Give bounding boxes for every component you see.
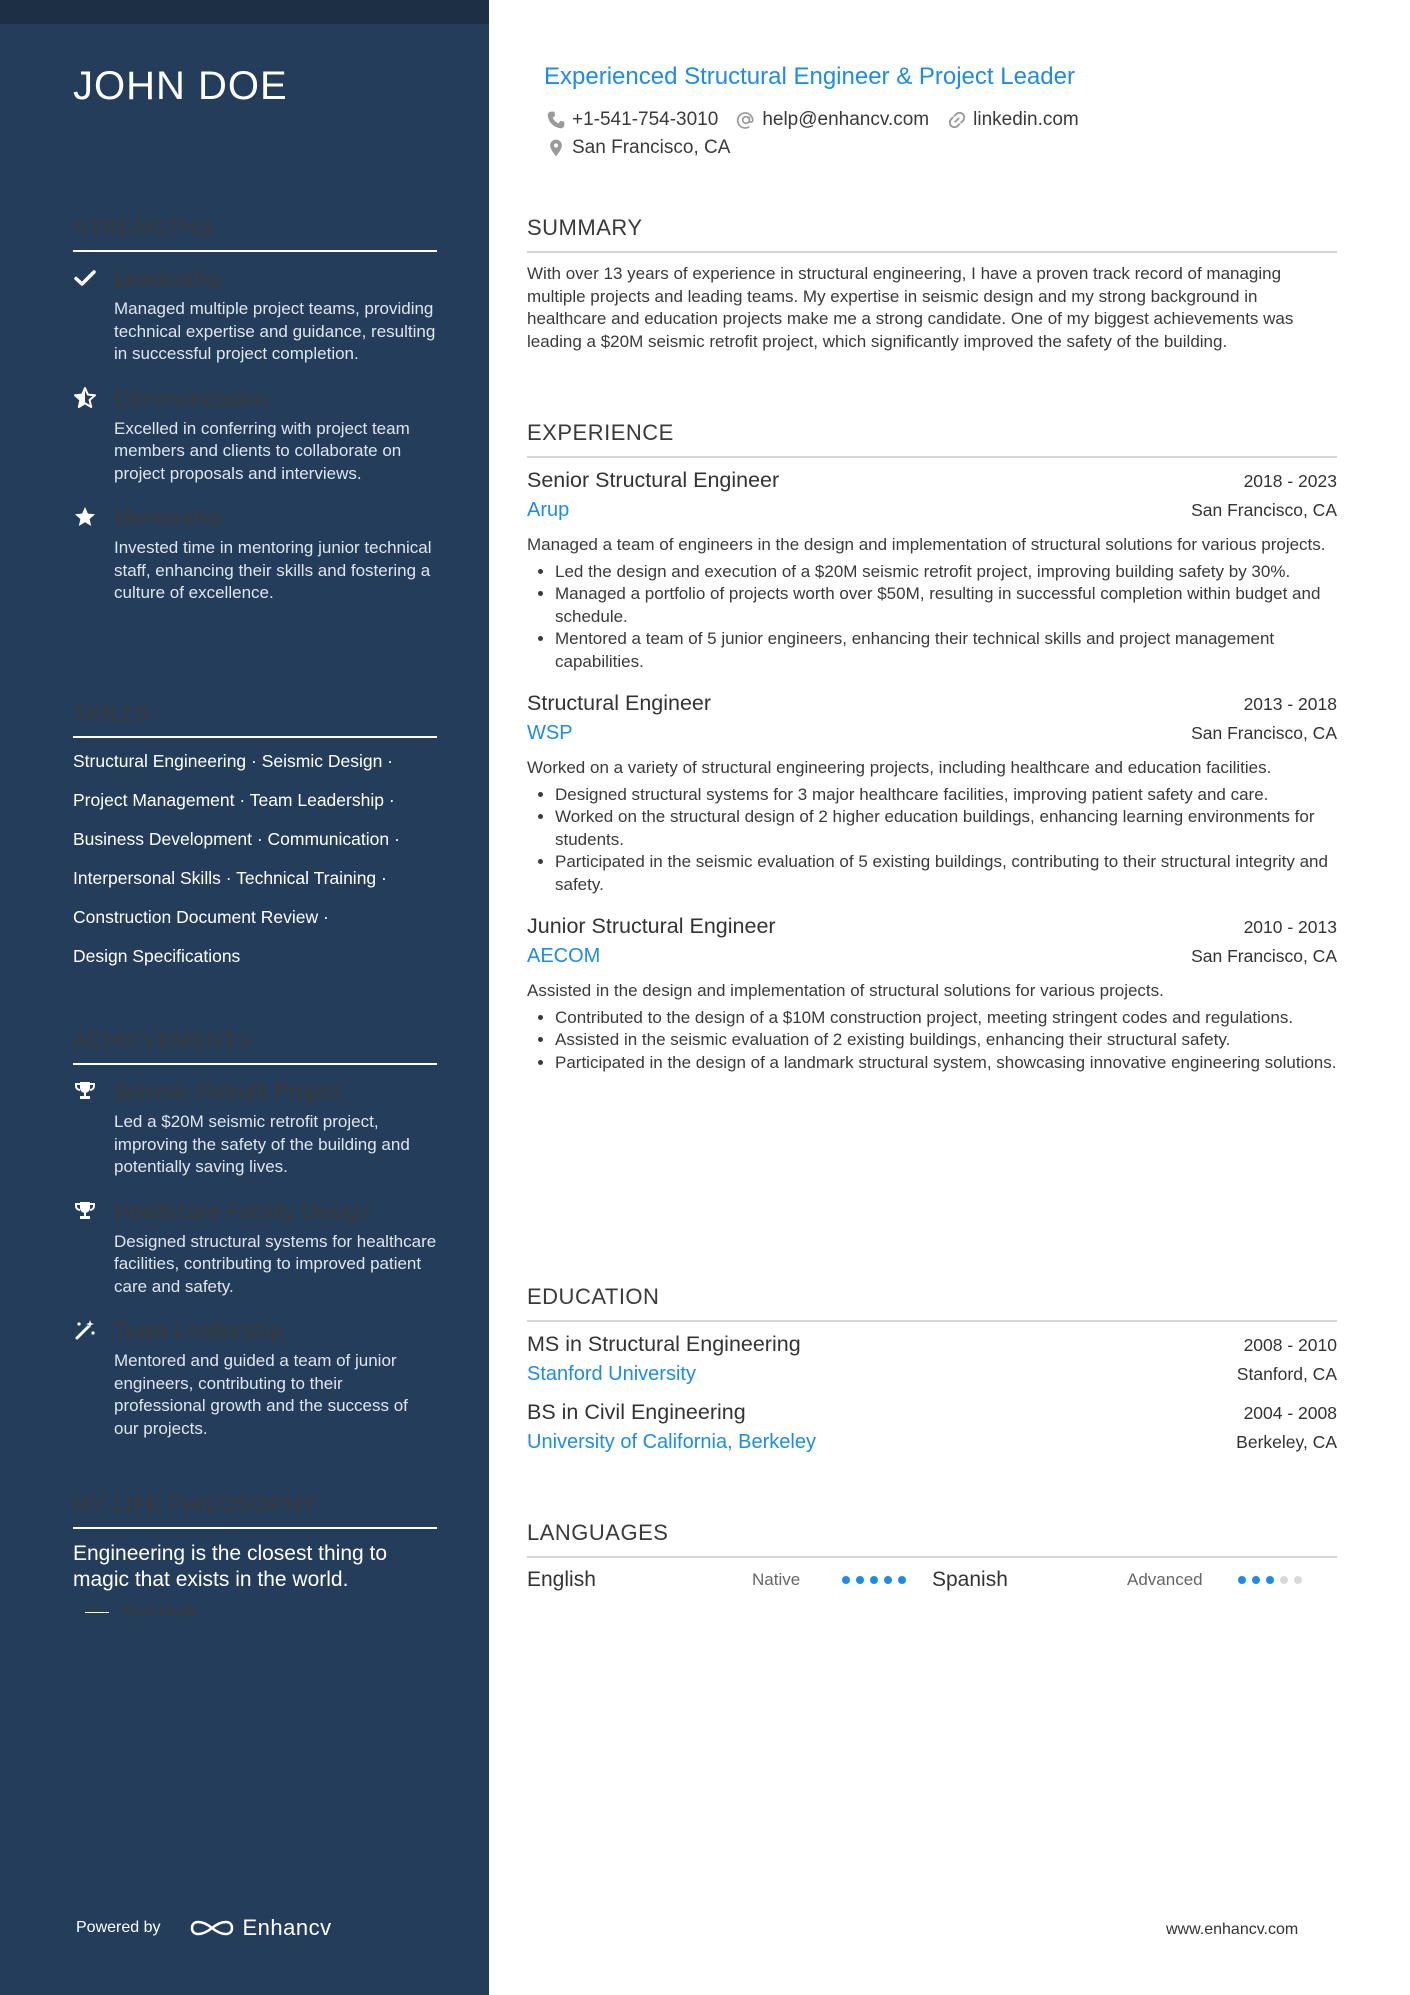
summary-text: With over 13 years of experience in structural engineering, I have a proven track record of managing multiple projects and leading teams. My expertise in seismic design and my strong background in healthcare and education projects make me a strong candidate. One of my biggest achievements was leading a $20M seismic retrofit project, which significantly improved the safety of the building. xyxy=(527,264,1294,351)
skill-line: Business Development · Communication · xyxy=(73,829,400,849)
skill-line: Construction Document Review · xyxy=(73,907,329,927)
strength-item xyxy=(73,384,437,486)
job-location: San Francisco, CA xyxy=(1191,723,1337,743)
strength-desc: Excelled in conferring with project team members and clients to collaborate on project proposals and interviews. xyxy=(114,418,410,483)
job-company: AECOM xyxy=(527,945,601,967)
achievements-title: ACHIEVEMENTS xyxy=(73,1028,437,1065)
job-bullet: • Participated in the seismic evaluation of 5 existing buildings, contributing to their structural integrity and safety. xyxy=(555,851,1337,896)
proficiency-dot-filled xyxy=(1266,1576,1274,1584)
strength-title: Mentorship xyxy=(114,505,223,530)
proficiency-dot-filled xyxy=(884,1576,892,1584)
job-subheader xyxy=(527,722,1337,745)
language-item xyxy=(527,1568,932,1592)
enhancv-logo-icon xyxy=(189,1916,235,1940)
education-entry xyxy=(527,1400,1337,1454)
achievement-desc: Designed structural systems for healthcare facilities, contributing to improved patient care and safety. xyxy=(114,1231,437,1296)
language-dots xyxy=(842,1576,906,1584)
proficiency-dot-filled xyxy=(1252,1576,1260,1584)
contact-row-1 xyxy=(546,109,1097,131)
job-entry xyxy=(527,691,1337,896)
contact-phone[interactable] xyxy=(546,109,718,131)
link-icon xyxy=(947,110,967,130)
powered-by-label: Powered by xyxy=(76,1919,161,1936)
job-bullet: • Worked on the structural design of 2 higher education buildings, enhancing learning environments for students. xyxy=(555,806,1337,851)
job-description: Managed a team of engineers in the design and implementation of structural solutions for various projects. xyxy=(527,535,1326,554)
summary-section xyxy=(527,215,1337,353)
job-header xyxy=(527,914,1337,939)
check-icon xyxy=(73,266,97,290)
job-dates: 2010 - 2013 xyxy=(1243,917,1337,937)
achievements-section xyxy=(73,1028,437,1458)
contact-row-2 xyxy=(546,137,748,159)
job-description: Assisted in the design and implementation of structural solutions for various projects. xyxy=(527,981,1164,1000)
job-role: Senior Structural Engineer xyxy=(527,468,780,492)
language-name: English xyxy=(527,1568,596,1591)
education-header xyxy=(527,1332,1337,1357)
trophy-icon xyxy=(73,1079,97,1103)
achievement-desc: Led a $20M seismic retrofit project, improving the safety of the building and potentially saving lives. xyxy=(114,1112,410,1176)
job-dates: 2013 - 2018 xyxy=(1243,694,1337,714)
job-description: Worked on a variety of structural engineering projects, including healthcare and education facilities. xyxy=(527,758,1272,777)
skill-line: Interpersonal Skills · Technical Training · xyxy=(73,868,387,888)
location-pin-icon xyxy=(546,138,566,158)
skills-section xyxy=(73,701,437,976)
job-company: Arup xyxy=(527,499,570,521)
job-bullets xyxy=(527,784,1337,897)
at-icon xyxy=(736,110,756,130)
education-subheader xyxy=(527,1363,1337,1386)
philosophy-title: MY LIFE PHILOSOPHY xyxy=(73,1492,437,1529)
language-level: Advanced xyxy=(1127,1570,1203,1589)
job-bullet: • Mentored a team of 5 junior engineers, enhancing their technical skills and project management capabilities. xyxy=(555,628,1337,673)
half-star-icon xyxy=(73,386,97,410)
achievement-title: Team Leadership xyxy=(114,1318,283,1343)
achievement-title: Healthcare Facility Design xyxy=(114,1198,370,1224)
enhancv-brand-name: Enhancv xyxy=(242,1915,332,1940)
contact-location xyxy=(546,137,730,159)
job-role: Structural Engineer xyxy=(527,691,712,715)
strength-title: Communication xyxy=(114,385,267,411)
proficiency-dot-filled xyxy=(870,1576,878,1584)
job-location: San Francisco, CA xyxy=(1191,946,1337,966)
language-name: Spanish xyxy=(932,1568,1008,1591)
job-subheader xyxy=(527,499,1337,522)
job-bullet: • Led the design and execution of a $20M seismic retrofit project, improving building safety by 30%. xyxy=(555,561,1337,584)
job-bullets xyxy=(527,561,1337,674)
location-text: San Francisco, CA xyxy=(572,137,731,158)
job-bullet: • Managed a portfolio of projects worth over $50M, resulting in successful completion within budget and schedule. xyxy=(555,583,1337,628)
headline: Experienced Structural Engineer & Project Leader xyxy=(544,63,1075,90)
philosophy-quote: Engineering is the closest thing to magic that exists in the world. xyxy=(73,1542,388,1591)
linkedin-text: linkedin.com xyxy=(973,109,1079,130)
quote-dash xyxy=(85,1612,109,1613)
proficiency-dot-filled xyxy=(1238,1576,1246,1584)
quote-author-name: Elon Musk xyxy=(123,1603,198,1620)
education-degree: BS in Civil Engineering xyxy=(527,1400,746,1424)
education-dates: 2004 - 2008 xyxy=(1243,1403,1337,1423)
achievement-title: Seismic Retrofit Project xyxy=(114,1079,343,1104)
education-degree: MS in Structural Engineering xyxy=(527,1332,801,1356)
language-dots xyxy=(1238,1576,1302,1584)
education-entry xyxy=(527,1332,1337,1386)
languages-title: LANGUAGES xyxy=(527,1520,1337,1558)
email-text: help@enhancv.com xyxy=(762,109,930,130)
strength-item xyxy=(73,264,437,366)
contact-linkedin[interactable] xyxy=(947,109,1079,131)
job-role: Junior Structural Engineer xyxy=(527,914,776,938)
languages-section xyxy=(527,1520,1337,1592)
quote-author xyxy=(73,1603,437,1621)
sidebar-top-band xyxy=(0,0,489,24)
education-location: Stanford, CA xyxy=(1236,1364,1337,1384)
languages-row xyxy=(527,1568,1337,1592)
job-entry xyxy=(527,468,1337,673)
skills-title: SKILLS xyxy=(73,701,437,738)
phone-icon xyxy=(546,110,566,130)
phone-text: +1-541-754-3010 xyxy=(572,109,719,130)
proficiency-dot-filled xyxy=(898,1576,906,1584)
education-location: Berkeley, CA xyxy=(1236,1432,1337,1452)
skill-line: Structural Engineering · Seismic Design · xyxy=(73,751,393,771)
proficiency-dot-filled xyxy=(842,1576,850,1584)
experience-title: EXPERIENCE xyxy=(527,420,1337,458)
job-dates: 2018 - 2023 xyxy=(1243,471,1337,491)
job-location: San Francisco, CA xyxy=(1191,500,1337,520)
job-bullet: • Contributed to the design of a $10M construction project, meeting stringent codes and regulations. xyxy=(555,1007,1337,1030)
language-level: Native xyxy=(752,1570,801,1589)
strength-desc: Managed multiple project teams, providing technical expertise and guidance, resulting in successful project completion. xyxy=(114,299,436,363)
strength-title: Leadership xyxy=(114,266,223,291)
education-section xyxy=(527,1284,1337,1468)
language-item xyxy=(932,1568,1337,1592)
job-bullet: • Participated in the design of a landmark structural system, showcasing innovative engineering solutions. xyxy=(555,1052,1337,1075)
education-title: EDUCATION xyxy=(527,1284,1337,1322)
job-header xyxy=(527,468,1337,493)
summary-title: SUMMARY xyxy=(527,215,1337,253)
trophy-icon xyxy=(73,1199,97,1223)
skill-line: Project Management · Team Leadership · xyxy=(73,790,395,810)
star-icon xyxy=(73,505,97,529)
job-bullets xyxy=(527,1007,1337,1075)
education-header xyxy=(527,1400,1337,1425)
philosophy-section xyxy=(73,1492,437,1621)
job-company: WSP xyxy=(527,722,573,744)
strengths-title: STRENGTHS xyxy=(73,215,437,252)
enhancv-logo[interactable] xyxy=(189,1915,332,1941)
proficiency-dot-empty xyxy=(1280,1576,1288,1584)
strengths-section xyxy=(73,215,437,623)
job-entry xyxy=(527,914,1337,1074)
achievement-item xyxy=(73,1077,437,1179)
contact-email[interactable] xyxy=(736,109,929,131)
magic-wand-icon xyxy=(73,1318,97,1342)
strength-desc: Invested time in mentoring junior technical staff, enhancing their skills and fostering a culture of excellence. xyxy=(114,538,432,602)
education-school: University of California, Berkeley xyxy=(527,1431,816,1453)
proficiency-dot-filled xyxy=(856,1576,864,1584)
achievement-item xyxy=(73,1197,437,1299)
strength-item xyxy=(73,503,437,605)
candidate-name: JOHN DOE xyxy=(73,64,288,108)
powered-by xyxy=(76,1915,332,1941)
achievement-item xyxy=(73,1316,437,1440)
education-dates: 2008 - 2010 xyxy=(1243,1335,1337,1355)
job-bullet: • Assisted in the seismic evaluation of 2 existing buildings, enhancing their structural safety. xyxy=(555,1029,1337,1052)
experience-section xyxy=(527,420,1337,1092)
job-header xyxy=(527,691,1337,716)
proficiency-dot-empty xyxy=(1294,1576,1302,1584)
education-subheader xyxy=(527,1431,1337,1454)
job-subheader xyxy=(527,945,1337,968)
footer-url[interactable]: www.enhancv.com xyxy=(1166,1921,1299,1938)
skill-line: Design Specifications xyxy=(73,946,241,966)
job-bullet: • Designed structural systems for 3 major healthcare facilities, improving patient safety and care. xyxy=(555,784,1337,807)
education-school: Stanford University xyxy=(527,1363,696,1385)
achievement-desc: Mentored and guided a team of junior engineers, contributing to their professional growth and the success of our projects. xyxy=(114,1351,408,1438)
